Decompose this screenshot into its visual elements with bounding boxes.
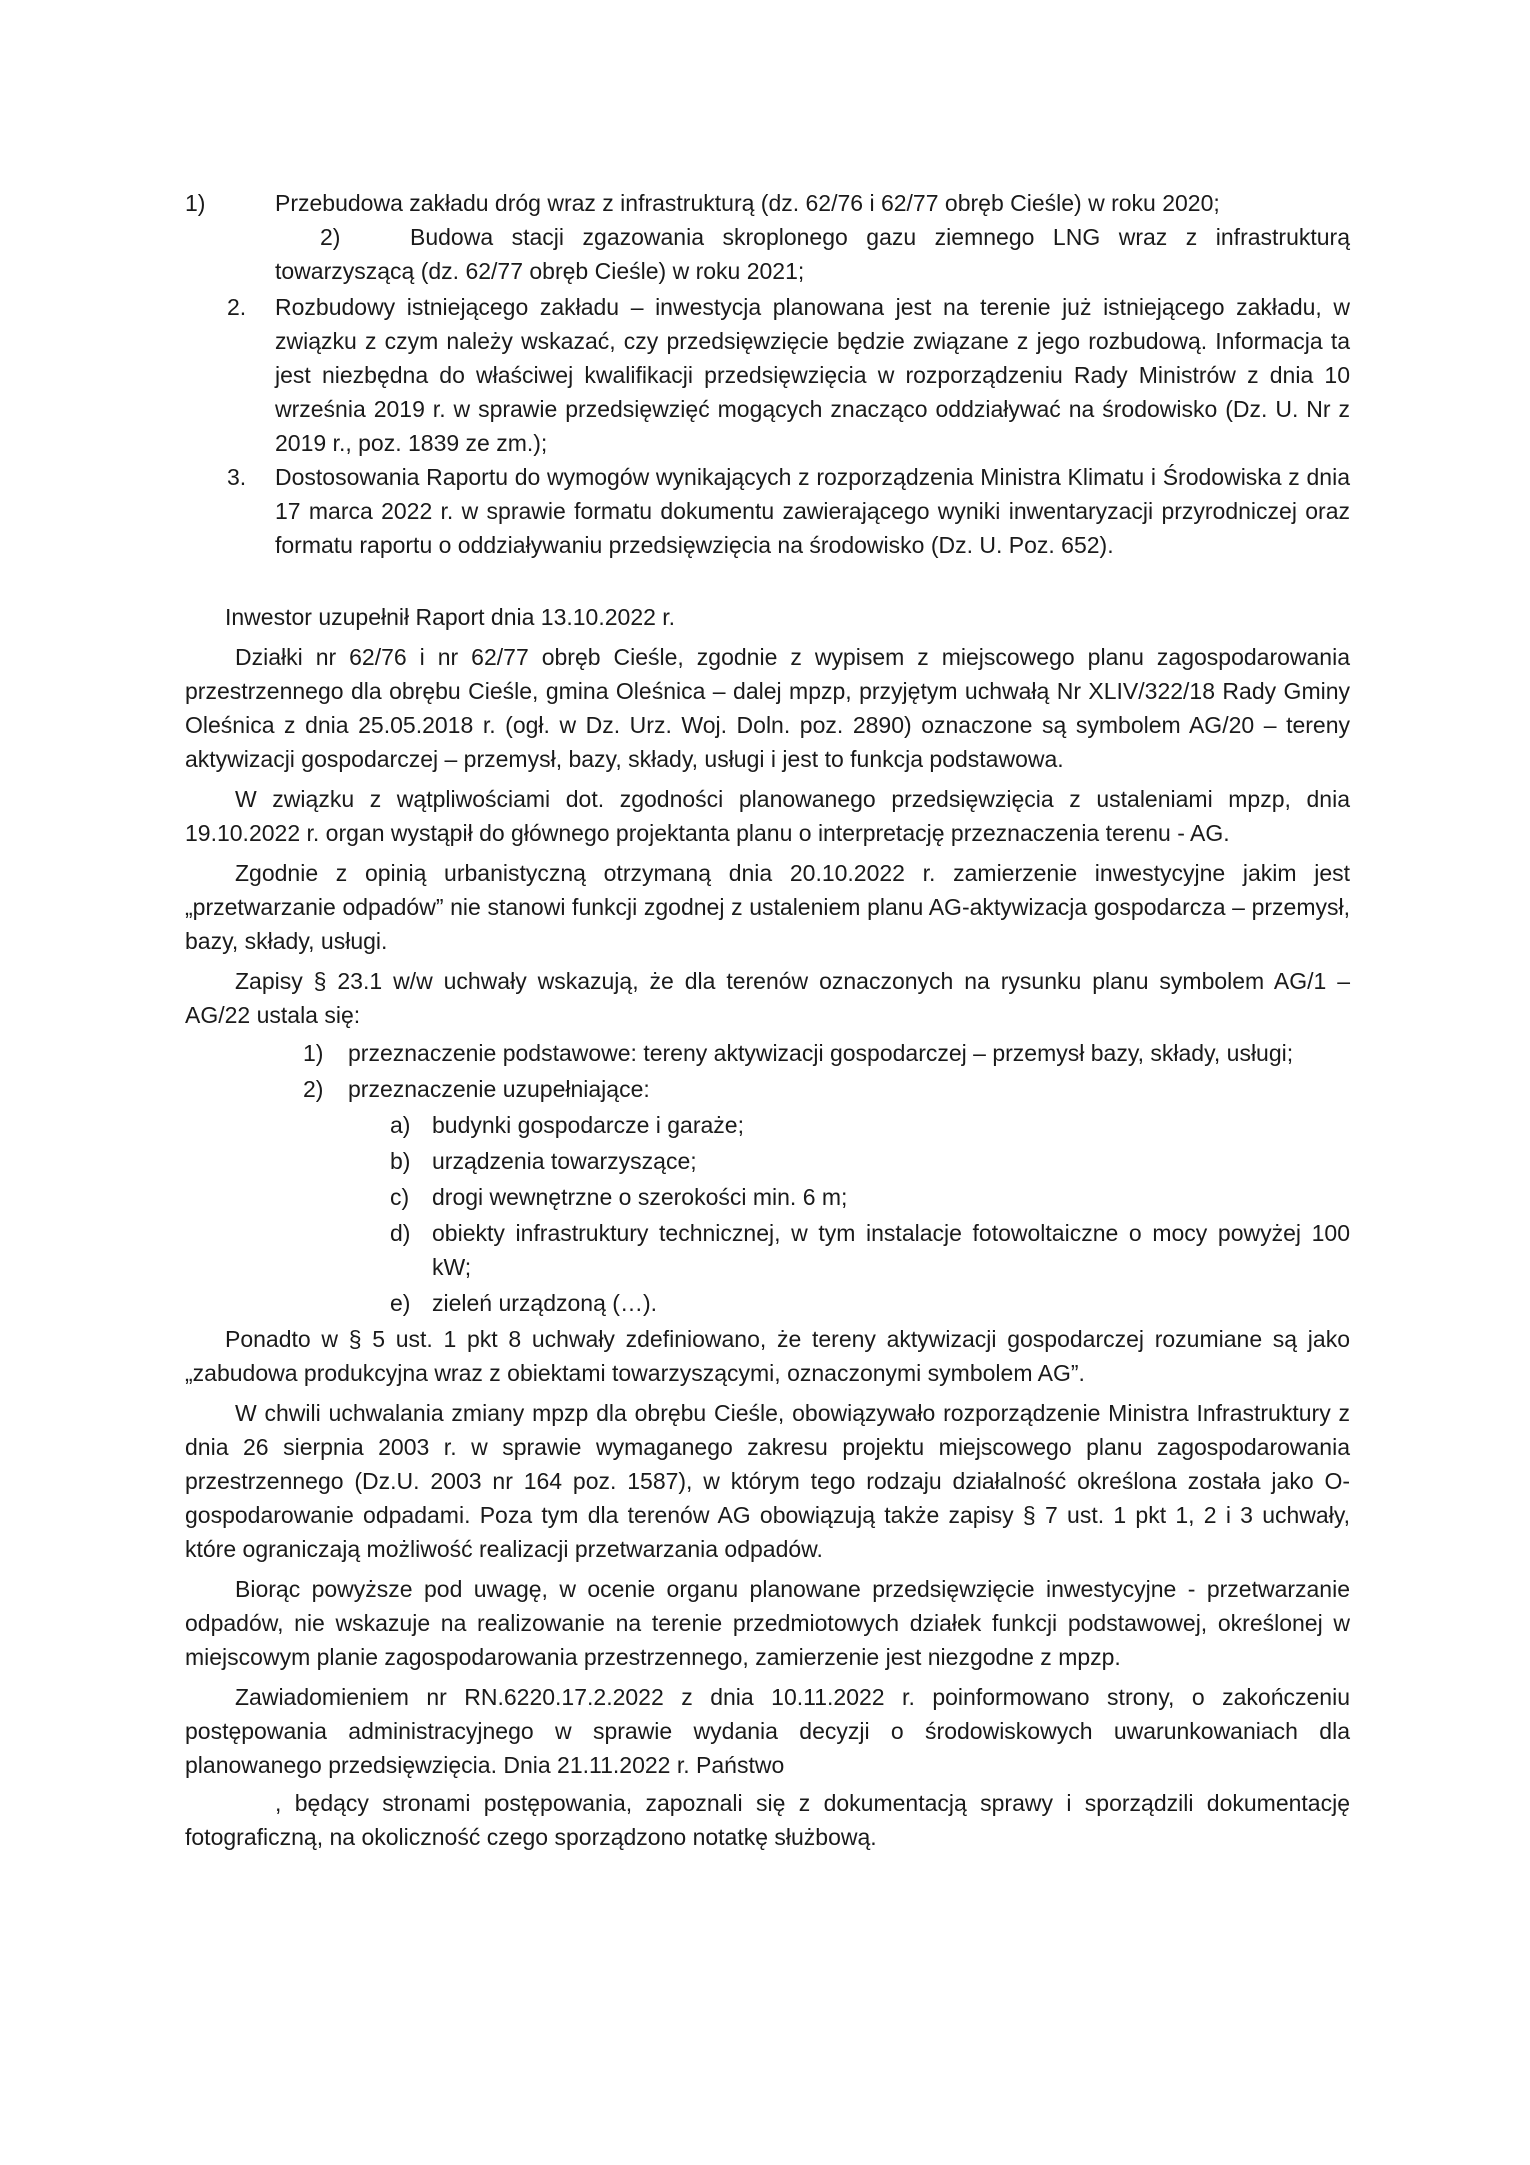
list-text: Przebudowa zakładu dróg wraz z infrastrukturą (dz. 62/76 i 62/77 obręb Cieśle) w roku 2020; (275, 190, 1220, 216)
list-item (390, 1108, 1350, 1142)
list-number: 1) (185, 190, 206, 216)
list-item (227, 290, 1350, 460)
list-item (390, 1286, 1350, 1320)
list-item (275, 220, 1350, 288)
document-body (185, 600, 1350, 1854)
list-number: 1) (303, 1040, 324, 1066)
list-text: drogi wewnętrzne o szerokości min. 6 m; (432, 1184, 848, 1210)
sub-list (390, 1108, 1350, 1320)
list-text: obiekty infrastruktury technicznej, w tym instalacje fotowoltaiczne o mocy powyżej 100 kW; (432, 1220, 1350, 1280)
list-text: zieleń urządzoną (…). (432, 1290, 657, 1316)
list-item (227, 460, 1350, 562)
paragraph: Działki nr 62/76 i nr 62/77 obręb Cieśle, zgodnie z wypisem z miejscowego planu zagospodarowania przestrzennego dla obrębu Cieśle, gmina Oleśnica – dalej mpzp, przyjętym uchwałą Nr XLIV/322/18 Rady Gminy Oleśnica z dnia 25.05.2018 r. (ogł. w Dz. Urz. Woj. Doln. poz. 2890) oznaczone są symbolem AG/20 – tereny aktywizacji gospodarczej – przemysł, bazy, składy, usługi i jest to funkcja podstawowa. (185, 644, 1350, 772)
list-item (303, 1036, 1350, 1070)
paragraph: Ponadto w § 5 ust. 1 pkt 8 uchwały zdefiniowano, że tereny aktywizacji gospodarczej rozumiane są jako „zabudowa produkcyjna wraz z obiektami towarzyszącymi, oznaczonymi symbolem AG”. (185, 1326, 1350, 1386)
plan-list (303, 1036, 1350, 1320)
list-number: d) (390, 1220, 411, 1246)
paragraph: W chwili uchwalania zmiany mpzp dla obrębu Cieśle, obowiązywało rozporządzenie Ministra Infrastruktury z dnia 26 sierpnia 2003 r. w sprawie wymaganego zakresu projektu miejscowego planu zagospodarowania przestrzennego (Dz.U. 2003 nr 164 poz. 1587), w którym tego rodzaju działalność określona została jako O-gospodarowanie odpadami. Poza tym dla terenów AG obowiązują także zapisy § 7 ust. 1 pkt 1, 2 i 3 uchwały, które ograniczają możliwość realizacji przetwarzania odpadów. (185, 1400, 1350, 1562)
list-number: 3. (227, 464, 247, 490)
paragraph: W związku z wątpliwościami dot. zgodności planowanego przedsięwzięcia z ustaleniami mpzp, dnia 19.10.2022 r. organ wystąpił do głównego projektanta planu o interpretację przeznaczenia terenu - AG. (185, 786, 1350, 846)
list-item (390, 1216, 1350, 1284)
paragraph: Zapisy § 23.1 w/w uchwały wskazują, że dla terenów oznaczonych na rysunku planu symbolem AG/1 – AG/22 ustala się: (185, 968, 1350, 1028)
list-number: 2. (227, 294, 247, 320)
list-text: przeznaczenie podstawowe: tereny aktywizacji gospodarczej – przemysł bazy, składy, usługi; (348, 1040, 1294, 1066)
list-text: Rozbudowy istniejącego zakładu – inwestycja planowana jest na terenie już istniejącego zakładu, w związku z czym należy wskazać, czy przedsięwzięcie będzie związane z jego rozbudową. Informacja ta jest niezbędna do właściwej kwalifikacji przedsięwzięcia w rozporządzeniu Rady Ministrów z dnia 10 września 2019 r. w sprawie przedsięwzięć mogących znacząco oddziaływać na środowisko (Dz. U. Nr z 2019 r., poz. 1839 ze zm.); (275, 294, 1350, 456)
list-item (390, 1144, 1350, 1178)
paragraph: Biorąc powyższe pod uwagę, w ocenie organu planowane przedsięwzięcie inwestycyjne - przetwarzanie odpadów, nie wskazuje na realizowanie na terenie przedmiotowych działek funkcji podstawowej, określonej w miejscowym planie zagospodarowania przestrzennego, zamierzenie jest niezgodne z mpzp. (185, 1576, 1350, 1670)
list-text: Dostosowania Raportu do wymogów wynikających z rozporządzenia Ministra Klimatu i Środowiska z dnia 17 marca 2022 r. w sprawie formatu dokumentu zawierającego wyniki inwentaryzacji przyrodniczej oraz formatu raportu o oddziaływaniu przedsięwzięcia na środowisko (Dz. U. Poz. 652). (275, 464, 1350, 558)
paragraph: , będący stronami postępowania, zapoznali się z dokumentacją sprawy i sporządzili dokumentację fotograficzną, na okoliczność czego sporządzono notatkę służbową. (185, 1790, 1350, 1850)
list-item (185, 186, 1350, 220)
list-number: a) (390, 1112, 411, 1138)
paragraph: Zawiadomieniem nr RN.6220.17.2.2022 z dnia 10.11.2022 r. poinformowano strony, o zakończeniu postępowania administracyjnego w sprawie wydania decyzji o środowiskowych uwarunkowaniach dla planowanego przedsięwzięcia. Dnia 21.11.2022 r. Państwo (185, 1684, 1350, 1778)
list-text: budynki gospodarcze i garaże; (432, 1112, 744, 1138)
list-number: 2) (320, 224, 341, 250)
numbered-list (227, 290, 1350, 562)
paragraph: Inwestor uzupełnił Raport dnia 13.10.2022 r. (225, 604, 676, 630)
list-number: 2) (303, 1076, 324, 1102)
list-number: b) (390, 1148, 411, 1174)
list-item (390, 1180, 1350, 1214)
list-text: przeznaczenie uzupełniające: (348, 1076, 650, 1102)
list-number: e) (390, 1290, 411, 1316)
list-text: Budowa stacji zgazowania skroplonego gazu ziemnego LNG wraz z infrastrukturą towarzyszącą (dz. 62/77 obręb Cieśle) w roku 2021; (275, 224, 1350, 284)
list-item (303, 1072, 1350, 1106)
paragraph: Zgodnie z opinią urbanistyczną otrzymaną dnia 20.10.2022 r. zamierzenie inwestycyjne jakim jest „przetwarzanie odpadów” nie stanowi funkcji zgodnej z ustaleniem planu AG-aktywizacja gospodarcza – przemysł, bazy, składy, usługi. (185, 860, 1350, 954)
list-text: urządzenia towarzyszące; (432, 1148, 697, 1174)
list-number: c) (390, 1184, 410, 1210)
